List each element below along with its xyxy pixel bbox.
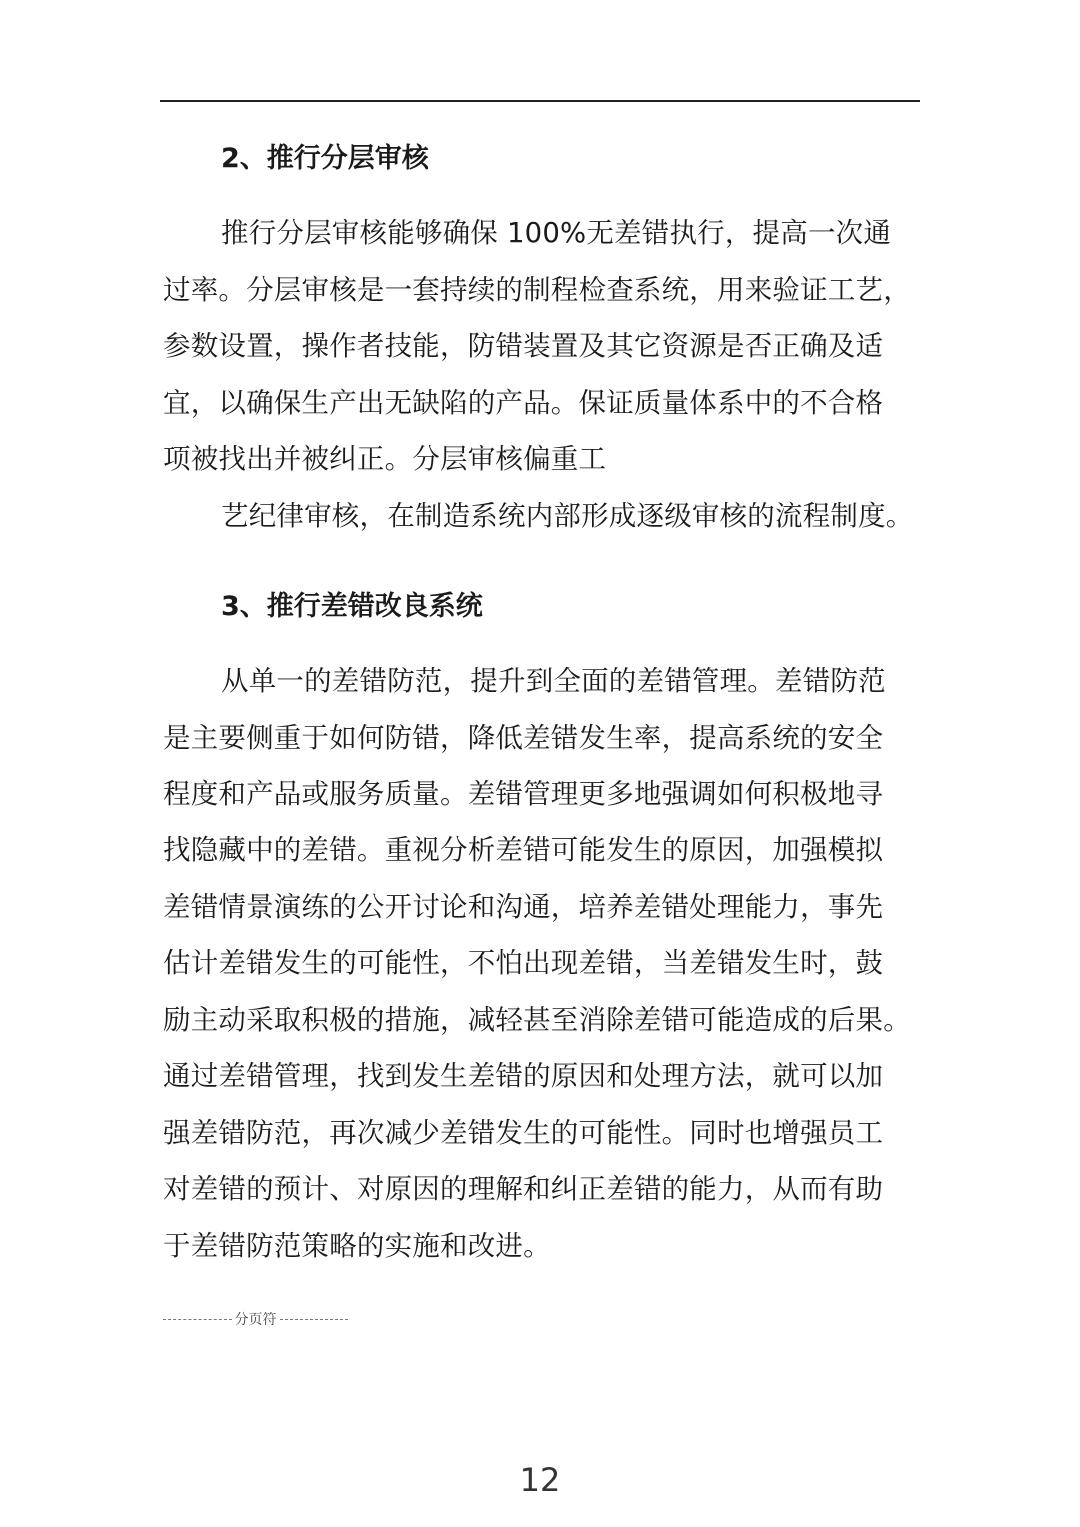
page-number: 12 (519, 1461, 561, 1499)
paragraph-line: 对差错的预计、对原因的理解和纠正差错的能力，从而有助 (163, 1173, 884, 1205)
paragraph-line: 于差错防范策略的实施和改进。 (163, 1230, 551, 1262)
paragraph-line: 通过差错管理，找到发生差错的原因和处理方法，就可以加 (163, 1060, 884, 1092)
paragraph-line: 过率。分层审核是一套持续的制程检查系统，用来验证工艺， (163, 274, 911, 306)
paragraph-line: 估计差错发生的可能性，不怕出现差错，当差错发生时，鼓 (163, 947, 884, 979)
paragraph-line: 宜，以确保生产出无缺陷的产品。保证质量体系中的不合格 (163, 387, 884, 419)
paragraph-line: 是主要侧重于如何防错，降低差错发生率，提高系统的安全 (163, 722, 884, 754)
section-3-heading: 3、推行差错改良系统 (221, 591, 483, 622)
page-break-dash-right (280, 1319, 349, 1320)
page-break-marker (163, 1309, 348, 1329)
paragraph-line: 差错情景演练的公开讨论和沟通，培养差错处理能力，事先 (163, 891, 884, 923)
paragraph-line: 找隐藏中的差错。重视分析差错可能发生的原因，加强模拟 (163, 834, 884, 866)
paragraph-line: 参数设置，操作者技能，防错装置及其它资源是否正确及适 (163, 330, 884, 362)
section-2-heading: 2、推行分层审核 (221, 143, 429, 174)
paragraph-line: 推行分层审核能够确保 100%无差错执行，提高一次通 (221, 217, 892, 249)
paragraph-line: 程度和产品或服务质量。差错管理更多地强调如何积极地寻 (163, 778, 884, 810)
paragraph-line: 艺纪律审核，在制造系统内部形成逐级审核的流程制度。 (221, 500, 914, 532)
paragraph-line: 强差错防范，再次减少差错发生的可能性。同时也增强员工 (163, 1117, 884, 1149)
page-break-label: 分页符 (234, 1312, 277, 1328)
page-break-dash-left (163, 1319, 232, 1320)
paragraph-line: 从单一的差错防范，提升到全面的差错管理。差错防范 (221, 665, 886, 697)
paragraph-line: 励主动采取积极的措施，减轻甚至消除差错可能造成的后果。 (163, 1004, 911, 1036)
top-rule (160, 100, 920, 102)
paragraph-line: 项被找出并被纠正。分层审核偏重工 (163, 443, 607, 475)
